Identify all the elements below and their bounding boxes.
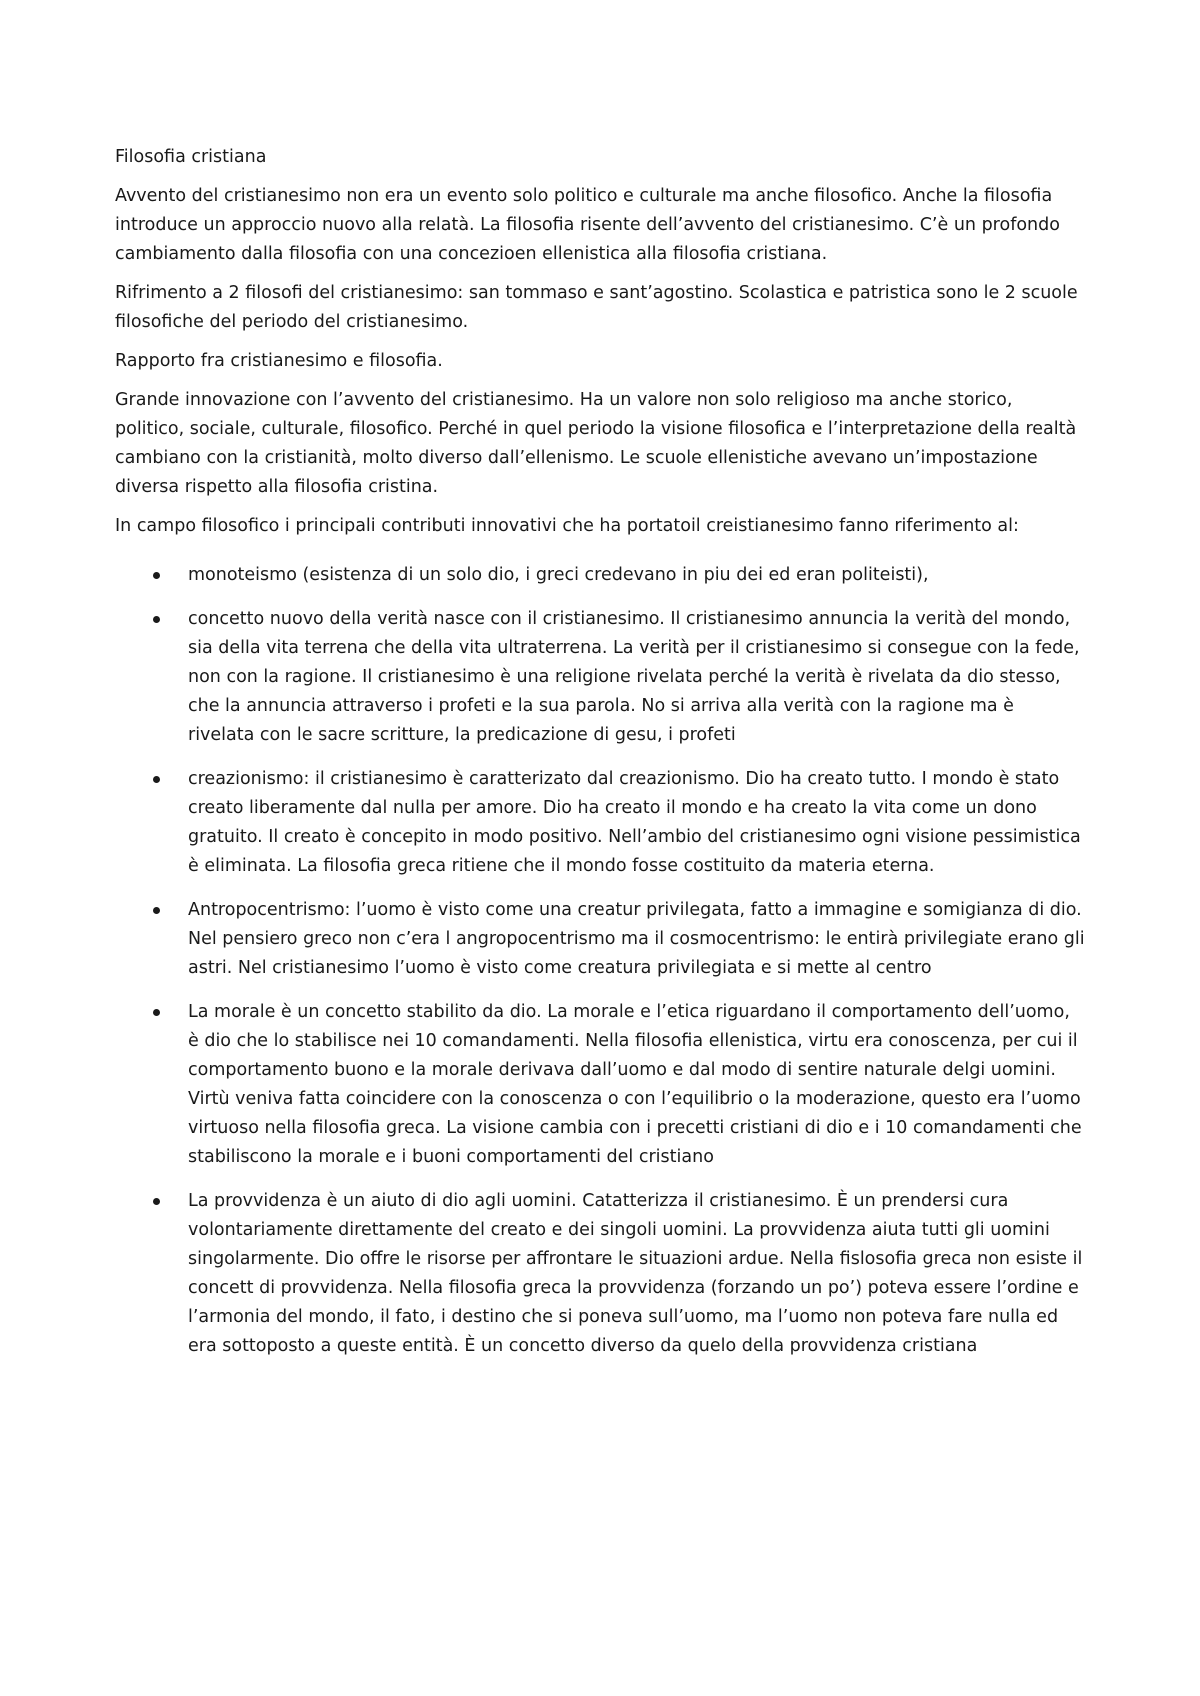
list-item-verita (115, 605, 1085, 750)
list-item-provvidenza (115, 1187, 1085, 1361)
bullet-icon (153, 1009, 160, 1016)
list-item-morale (115, 998, 1085, 1172)
list-item-text: La provvidenza è un aiuto di dio agli uomini. Catatterizza il cristianesimo. È un prendersi cura volontariamente direttamente del creato e dei singoli uomini. La provvidenza aiuta tutti gli uomini singolarmente. Dio offre le risorse per affrontare le situazioni ardue. Nella fislosofia greca non esiste il concett di provvidenza. Nella filosofia greca la provvidenza (forzando un po’) poteva essere l’ordine e l’armonia del mondo, il fato, i destino che si poneva sull’uomo, ma l’uomo non poteva fare nulla ed era sottoposto a queste entità. È un concetto diverso da quelo della provvidenza cristiana (188, 1191, 1083, 1356)
paragraph-philosophers: Rifrimento a 2 filosofi del cristianesimo: san tommaso e sant’agostino. Scolastica e patristica sono le 2 scuole filosofiche del periodo del cristianesimo. (115, 283, 1078, 332)
list-item-text: monoteismo (esistenza di un solo dio, i greci credevano in piu dei ed eran politeisti), (188, 565, 929, 585)
list-item-antropocentrismo (115, 896, 1085, 983)
list-item-text: creazionismo: il cristianesimo è caratterizato dal creazionismo. Dio ha creato tutto. I mondo è stato creato liberamente dal nulla per amore. Dio ha creato il mondo e ha creato la vita come un dono gratuito. Il creato è concepito in modo positivo. Nell’ambio del cristianesimo ogni visione pessimistica è eliminata. La filosofia greca ritiene che il mondo fosse costituito da materia eterna. (188, 769, 1081, 876)
paragraph-contributions: In campo filosofico i principali contributi innovativi che ha portatoil creistianesimo fanno riferimento al: (115, 516, 1019, 536)
document-page (115, 143, 1085, 1376)
bullet-icon (153, 1198, 160, 1205)
list-item-creazionismo (115, 765, 1085, 881)
bullet-icon (153, 907, 160, 914)
list-item-text: concetto nuovo della verità nasce con il cristianesimo. Il cristianesimo annuncia la verità del mondo, sia della vita terrena che della vita ultraterrena. La verità per il cristianesimo si consegue con la fede, non con la ragione. Il cristianesimo è una religione rivelata perché la verità è rivelata da dio stesso, che la annuncia attraverso i profeti e la sua parola. No si arriva alla verità con la ragione ma è rivelata con le sacre scritture, la predicazione di gesu, i profeti (188, 609, 1080, 745)
list-item-monoteismo (115, 561, 1085, 590)
paragraph-intro: Avvento del cristianesimo non era un evento solo politico e culturale ma anche filosofico. Anche la filosofia introduce un approccio nuovo alla relatà. La filosofia risente dell’avvento del cristianesimo. C’è un profondo cambiamento dalla filosofia con una concezioen ellenistica alla filosofia cristiana. (115, 186, 1060, 264)
bullet-icon (153, 616, 160, 623)
document-title: Filosofia cristiana (115, 147, 267, 167)
paragraph-innovation: Grande innovazione con l’avvento del cristianesimo. Ha un valore non solo religioso ma anche storico, politico, sociale, culturale, filosofico. Perché in quel periodo la visione filosofica e l’interpretazione della realtà cambiano con la cristianità, molto diverso dall’ellenismo. Le scuole ellenistiche avevano un’impostazione diversa rispetto alla filosofia cristina. (115, 390, 1077, 497)
list-item-text: La morale è un concetto stabilito da dio. La morale e l’etica riguardano il comportamento dell’uomo, è dio che lo stabilisce nei 10 comandamenti. Nella filosofia ellenistica, virtu era conoscenza, per cui il comportamento buono e la morale derivava dall’uomo e dal modo di sentire naturale delgi uomini. Virtù veniva fatta coincidere con la conoscenza o con l’equilibrio o la moderazione, questo era l’uomo virtuoso nella filosofia greca. La visione cambia con i precetti cristiani di dio e i 10 comandamenti che stabiliscono la morale e i buoni comportamenti del cristiano (188, 1002, 1082, 1167)
bullet-icon (153, 776, 160, 783)
bullet-icon (153, 572, 160, 579)
paragraph-relation: Rapporto fra cristianesimo e filosofia. (115, 351, 443, 371)
list-item-text: Antropocentrismo: l’uomo è visto come una creatur privilegata, fatto a immagine e somigianza di dio. Nel pensiero greco non c’era l angropocentrismo ma il cosmocentrismo: le entirà privilegiate erano gli astri. Nel cristianesimo l’uomo è visto come creatura privilegiata e si mette al centro (188, 900, 1085, 978)
contributions-list (115, 561, 1085, 1361)
